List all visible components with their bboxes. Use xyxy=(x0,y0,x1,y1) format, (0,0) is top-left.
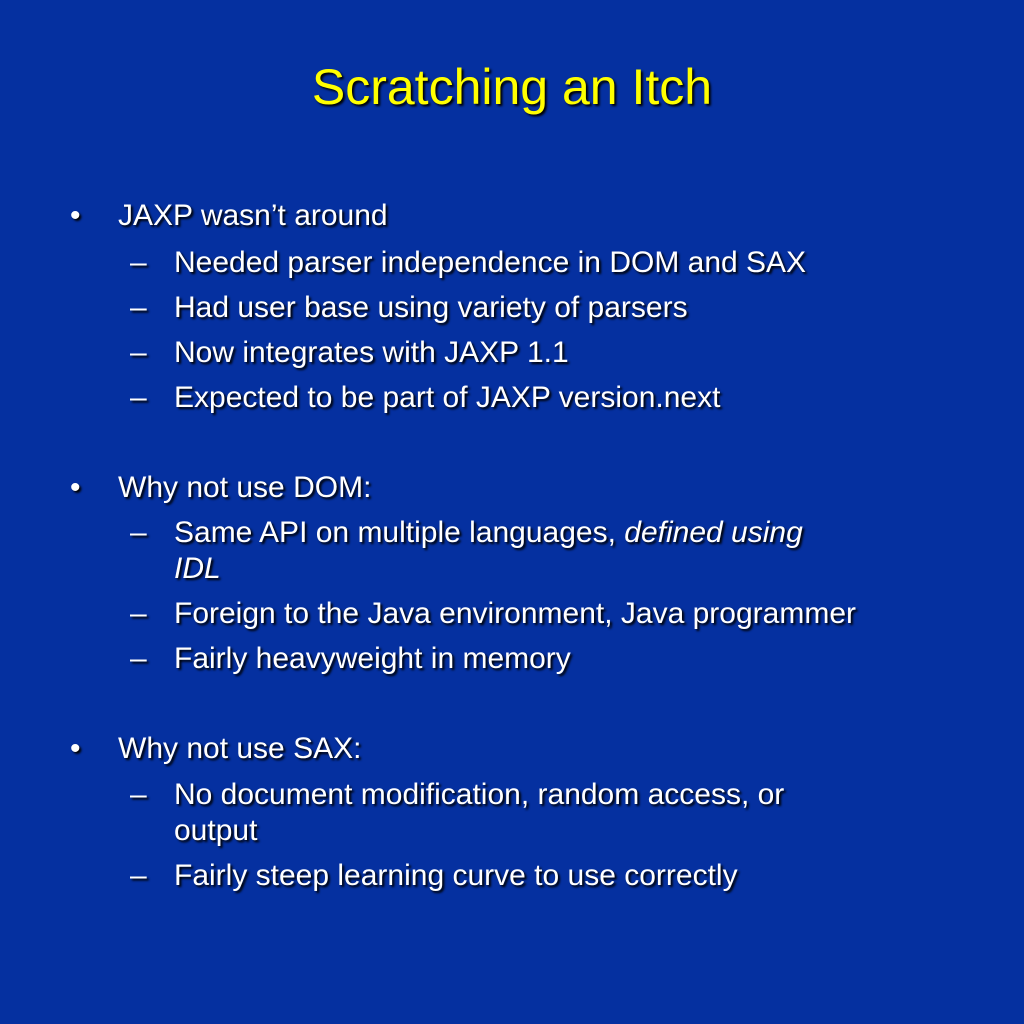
sub-item-text: Foreign to the Java environment, Java programmer xyxy=(174,597,856,630)
bullet-icon: • xyxy=(70,471,81,504)
bullet-text: Why not use SAX: xyxy=(118,732,362,765)
bullet-text: Why not use DOM: xyxy=(118,471,372,504)
sub-item-text: Fairly steep learning curve to use correctly xyxy=(174,859,738,892)
dash-icon: – xyxy=(130,246,147,279)
sub-item-text: No document modification, random access, or xyxy=(174,778,785,811)
dash-icon: – xyxy=(130,336,147,369)
dash-icon: – xyxy=(130,859,147,892)
sub-item-text: Expected to be part of JAXP version.next xyxy=(174,381,721,414)
bullet-text: JAXP wasn’t around xyxy=(118,199,388,232)
sub-item-text: Fairly heavyweight in memory xyxy=(174,642,571,675)
sub-item-text-italic: defined using xyxy=(624,516,803,549)
sub-item-text xyxy=(174,515,954,551)
slide-title: Scratching an Itch xyxy=(311,59,713,115)
dash-icon: – xyxy=(130,597,147,630)
dash-icon: – xyxy=(130,291,147,324)
dash-icon: – xyxy=(130,381,147,414)
bullet-icon: • xyxy=(70,732,81,765)
bullet-icon: • xyxy=(70,199,81,232)
sub-item-text: Needed parser independence in DOM and SAX xyxy=(174,246,807,279)
dash-icon: – xyxy=(130,642,147,675)
dash-icon: – xyxy=(130,778,147,811)
sub-item-text-italic: IDL xyxy=(174,552,221,585)
dash-icon: – xyxy=(130,516,147,549)
sub-item-text: Now integrates with JAXP 1.1 xyxy=(174,336,569,369)
sub-item-text: Had user base using variety of parsers xyxy=(174,291,688,324)
sub-item-text: output xyxy=(174,814,258,847)
sub-item-text-plain: Same API on multiple languages, xyxy=(174,516,625,549)
